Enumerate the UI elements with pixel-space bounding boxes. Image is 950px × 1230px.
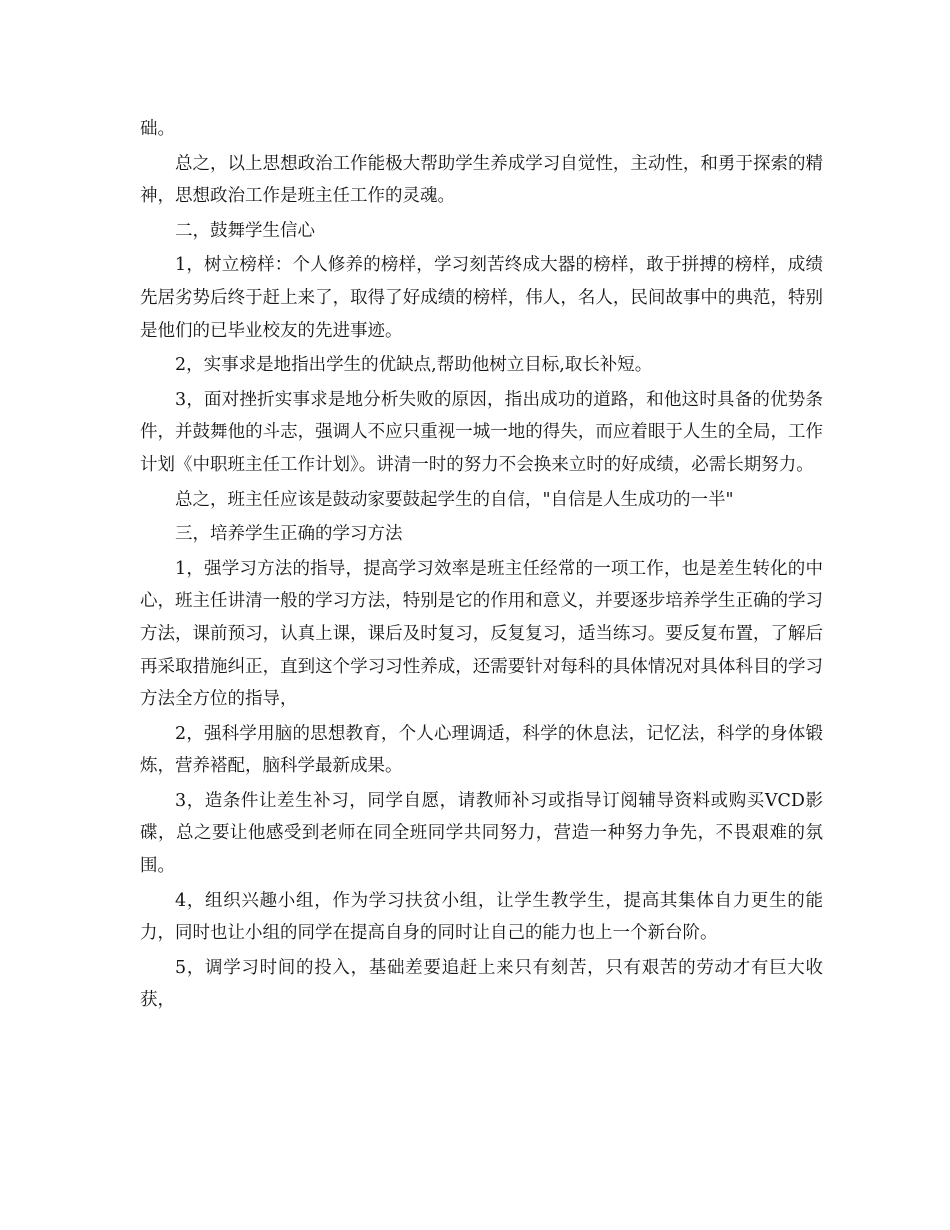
paragraph-item-3-1: 1，强学习方法的指导，提高学习效率是班主任经常的一项工作，也是差生转化的中心，班主任讲清一般的学习方法，特别是它的作用和意义，并要逐步培养学生正确的学习方法，课前预习，认真上课，课后及时复习，反复复习，适当练习。要反复布置，了解后再采取措施纠正，直到这个学习习性养成，还需要针对每科的具体情况对具体科目的学习方法全方位的指导，: [140, 558, 823, 710]
section-heading-3: 三，培养学生正确的学习方法: [175, 524, 403, 545]
paragraph-item-2-3: 3，面对挫折实事求是地分析失败的原因，指出成功的道路，和他这时具备的优势条件，并鼓舞他的斗志，强调人不应只重视一城一地的得失，而应着眼于人生的全局，工作计划《中职班主任工作计划》。讲清一时的努力不会换来立时的好成绩，必需长期努力。: [140, 389, 823, 475]
paragraph-item-2-1: 1，树立榜样：个人修养的榜样，学习刻苦终成大器的榜样，敢于拼搏的榜样，成绩先居劣势后终于赶上来了，取得了好成绩的榜样，伟人，名人，民间故事中的典范，特别是他们的已毕业校友的先进事迹。: [140, 255, 823, 341]
paragraph-summary-political-work: 总之，以上思想政治工作能极大帮助学生养成学习自觉性，主动性，和勇于探索的精神，思想政治工作是班主任工作的灵魂。: [140, 153, 823, 207]
paragraph-item-3-4: 4，组织兴趣小组，作为学习扶贫小组，让学生教学生，提高其集体自力更生的能力，同时也让小组的同学在提高自身的同时让自己的能力也上一个新台阶。: [140, 890, 823, 944]
paragraph-summary-confidence: 总之，班主任应该是鼓动家要鼓起学生的自信，"自信是人生成功的一半": [175, 489, 734, 510]
section-heading-2: 二，鼓舞学生信心: [175, 220, 315, 241]
paragraph-item-3-2: 2，强科学用脑的思想教育，个人心理调适，科学的休息法，记忆法，科学的身体锻炼，营养褡配，脑科学最新成果。: [140, 723, 823, 777]
paragraph-item-3-5: 5，调学习时间的投入，基础差要追赶上来只有刻苦，只有艰苦的劳动才有巨大收获，: [140, 957, 823, 1011]
paragraph-item-3-3: 3，造条件让差生补习，同学自愿，请教师补习或指导订阅辅导资料或购买VCD影碟，总之要让他感受到老师在同全班同学共同努力，营造一种努力争先，不畏艰难的氛围。: [140, 790, 823, 877]
paragraph-item-2-2: 2，实事求是地指出学生的优缺点,帮助他树立目标,取长补短。: [175, 355, 653, 376]
paragraph-continuation: 础。: [140, 119, 175, 139]
